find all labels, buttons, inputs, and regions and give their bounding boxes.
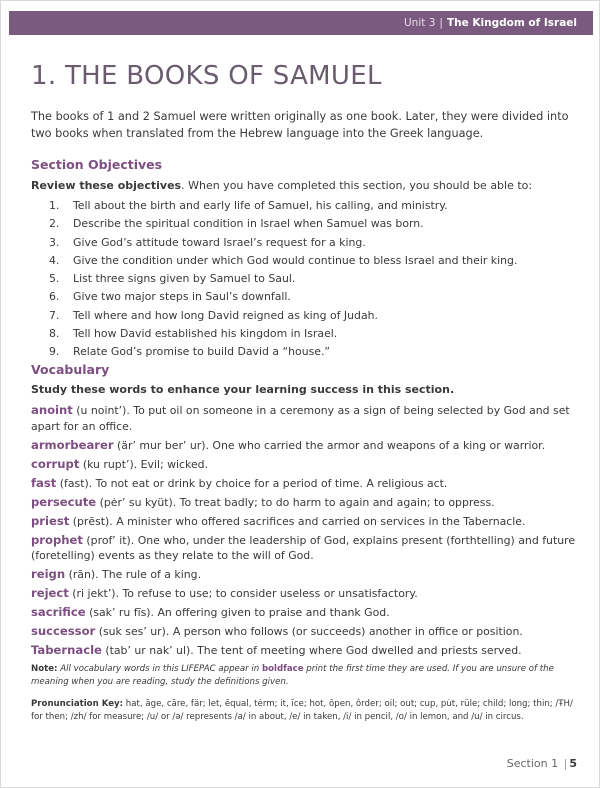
vocab-term: persecute: [31, 494, 97, 509]
vocabulary-note: [31, 663, 579, 688]
chapter-intro: The books of 1 and 2 Samuel were written originally as one book. Later, they were divided into two books when translated from the Hebrew language into the Greek language.: [31, 110, 569, 140]
vocab-entry: [31, 533, 579, 564]
vocab-entry: [31, 567, 579, 583]
vocab-entry: [31, 438, 579, 454]
objective-text: Relate God’s promise to build David a “house.”: [73, 345, 331, 359]
objective-text: Tell about the birth and early life of Samuel, his calling, and ministry.: [73, 199, 448, 212]
objective-number: 7.: [49, 308, 60, 322]
vocab-definition: (ku rupt’). Evil; wicked.: [79, 457, 209, 471]
objectives-heading: Section Objectives: [31, 157, 163, 172]
vocab-term: fast: [31, 475, 57, 490]
objective-text: Tell how David established his kingdom in Israel.: [73, 327, 338, 341]
vocab-definition: (ri jekt’). To refuse to use; to consider useless or unsatisfactory.: [68, 587, 418, 600]
objective-item: [49, 288, 589, 306]
objectives-intro-rest: . When you have completed this section, you should be able to:: [181, 179, 533, 192]
vocab-term: prophet: [31, 532, 83, 547]
vocab-entry: [31, 624, 579, 640]
vocab-definition: (prēst). A minister who offered sacrifices and carried on services in the Tabernacle.: [69, 514, 526, 528]
vocab-definition: (fast). To not eat or drink by choice for a period of time. A religious act.: [56, 476, 448, 490]
header-separator: |: [439, 17, 443, 29]
vocabulary-intro: Study these words to enhance your learning success in this section.: [31, 383, 455, 396]
pronunciation-label: Pronunciation Key:: [31, 699, 124, 709]
vocab-term: Tabernacle: [31, 643, 102, 657]
header-unit: Unit 3: [404, 17, 436, 29]
objectives-intro-bold: Review these objectives: [31, 179, 182, 192]
footer-section: Section 1: [506, 757, 559, 770]
vocabulary-heading: Vocabulary: [31, 362, 110, 377]
objective-number: 3.: [49, 235, 60, 249]
vocab-term: priest: [31, 513, 70, 528]
vocab-entry: [31, 457, 579, 473]
vocab-definition: (rān). The rule of a king.: [65, 568, 202, 581]
note-label: Note:: [31, 664, 58, 674]
header-title: The Kingdom of Israel: [446, 17, 577, 29]
chapter-title: 1. THE BOOKS OF SAMUEL: [31, 61, 382, 91]
vocab-entry: [31, 514, 579, 530]
pronunciation-text: hat, āge, cãre, fär; let, ēqual, tėrm; it, īce; hot, ōpen, ôrder; oil; out; cup, pu̇t, rüle; child; long; thin; /ŦH/ for then; /zh/ for measure; /u/ or /ə/ represents /a/ in about, /e/ in taken, /i/ in pencil, /o/ in lemon, and /u/ in circus.: [31, 699, 573, 722]
vocab-definition: (sak’ ru fīs). An offering given to praise and thank God.: [85, 606, 390, 619]
page-number: 5: [569, 757, 577, 770]
objective-item: [49, 270, 589, 288]
header-bar: [9, 11, 593, 35]
objective-text: Tell where and how long David reigned as king of Judah.: [73, 308, 378, 322]
vocab-definition: (u noint’). To put oil on someone in a ceremony as a sign of being selected by God and set apart for an office.: [31, 404, 570, 433]
vocab-definition: (prof’ it). One who, under the leadership of God, explains present (forthtelling) and future (foretelling) events as they relate to the will of God.: [31, 533, 576, 562]
note-boldface-word: boldface: [261, 664, 304, 674]
objective-number: 1.: [49, 199, 60, 212]
footer-separator: |: [563, 757, 568, 770]
objective-item: [49, 252, 589, 270]
objectives-intro: [31, 179, 591, 192]
objective-text: List three signs given by Samuel to Saul.: [73, 272, 296, 286]
objective-item: [49, 234, 589, 252]
objective-item: [49, 307, 589, 325]
objective-item: [49, 197, 589, 215]
objective-text: Give God’s attitude toward Israel’s request for a king.: [73, 235, 366, 249]
objective-item: [49, 215, 589, 233]
objective-number: 9.: [49, 345, 60, 359]
vocab-term: reign: [31, 567, 66, 581]
header-text: [404, 15, 577, 31]
vocab-entry: [31, 586, 579, 602]
objective-item: [49, 325, 589, 343]
objective-number: 5.: [49, 272, 60, 286]
objectives-list: [49, 197, 589, 362]
vocab-definition: (tab’ ur nak’ ul). The tent of meeting where God dwelled and priests served.: [101, 644, 522, 657]
vocab-definition: (är’ mur ber’ ur). One who carried the armor and weapons of a king or warrior.: [113, 438, 546, 452]
objective-text: Describe the spiritual condition in Israel when Samuel was born.: [73, 217, 424, 231]
vocab-entry: [31, 605, 579, 621]
vocab-definition: (pėr’ su kyüt). To treat badly; to do harm to again and again; to oppress.: [96, 495, 495, 509]
page-footer: [507, 757, 577, 770]
note-text-before: All vocabulary words in this LIFEPAC appear in: [57, 664, 262, 674]
vocab-definition: (suk ses’ ur). A person who follows (or succeeds) another in office or position.: [95, 625, 523, 638]
objective-text: Give the condition under which God would continue to bless Israel and their king.: [73, 253, 518, 267]
objective-number: 2.: [49, 217, 60, 231]
vocab-term: anoint: [31, 403, 73, 417]
note-text-after: print the first time they are used. If you are unsure of the meaning when you are reading, study the definitions given.: [31, 664, 554, 687]
vocab-term: successor: [31, 624, 96, 638]
objective-number: 8.: [49, 327, 60, 341]
vocab-entry: [31, 476, 579, 492]
vocab-term: armorbearer: [31, 437, 114, 452]
vocab-term: corrupt: [31, 456, 80, 471]
objective-item: [49, 343, 589, 361]
vocab-entry: [31, 495, 579, 511]
vocab-term: reject: [31, 586, 69, 600]
vocabulary-list: [31, 403, 579, 662]
vocab-term: sacrifice: [31, 605, 86, 619]
vocab-entry: [31, 643, 579, 659]
objective-text: Give two major steps in Saul’s downfall.: [73, 290, 291, 304]
vocab-entry: [31, 403, 579, 434]
pronunciation-key: [31, 698, 579, 724]
objective-number: 4.: [49, 253, 60, 267]
objective-number: 6.: [49, 290, 60, 304]
